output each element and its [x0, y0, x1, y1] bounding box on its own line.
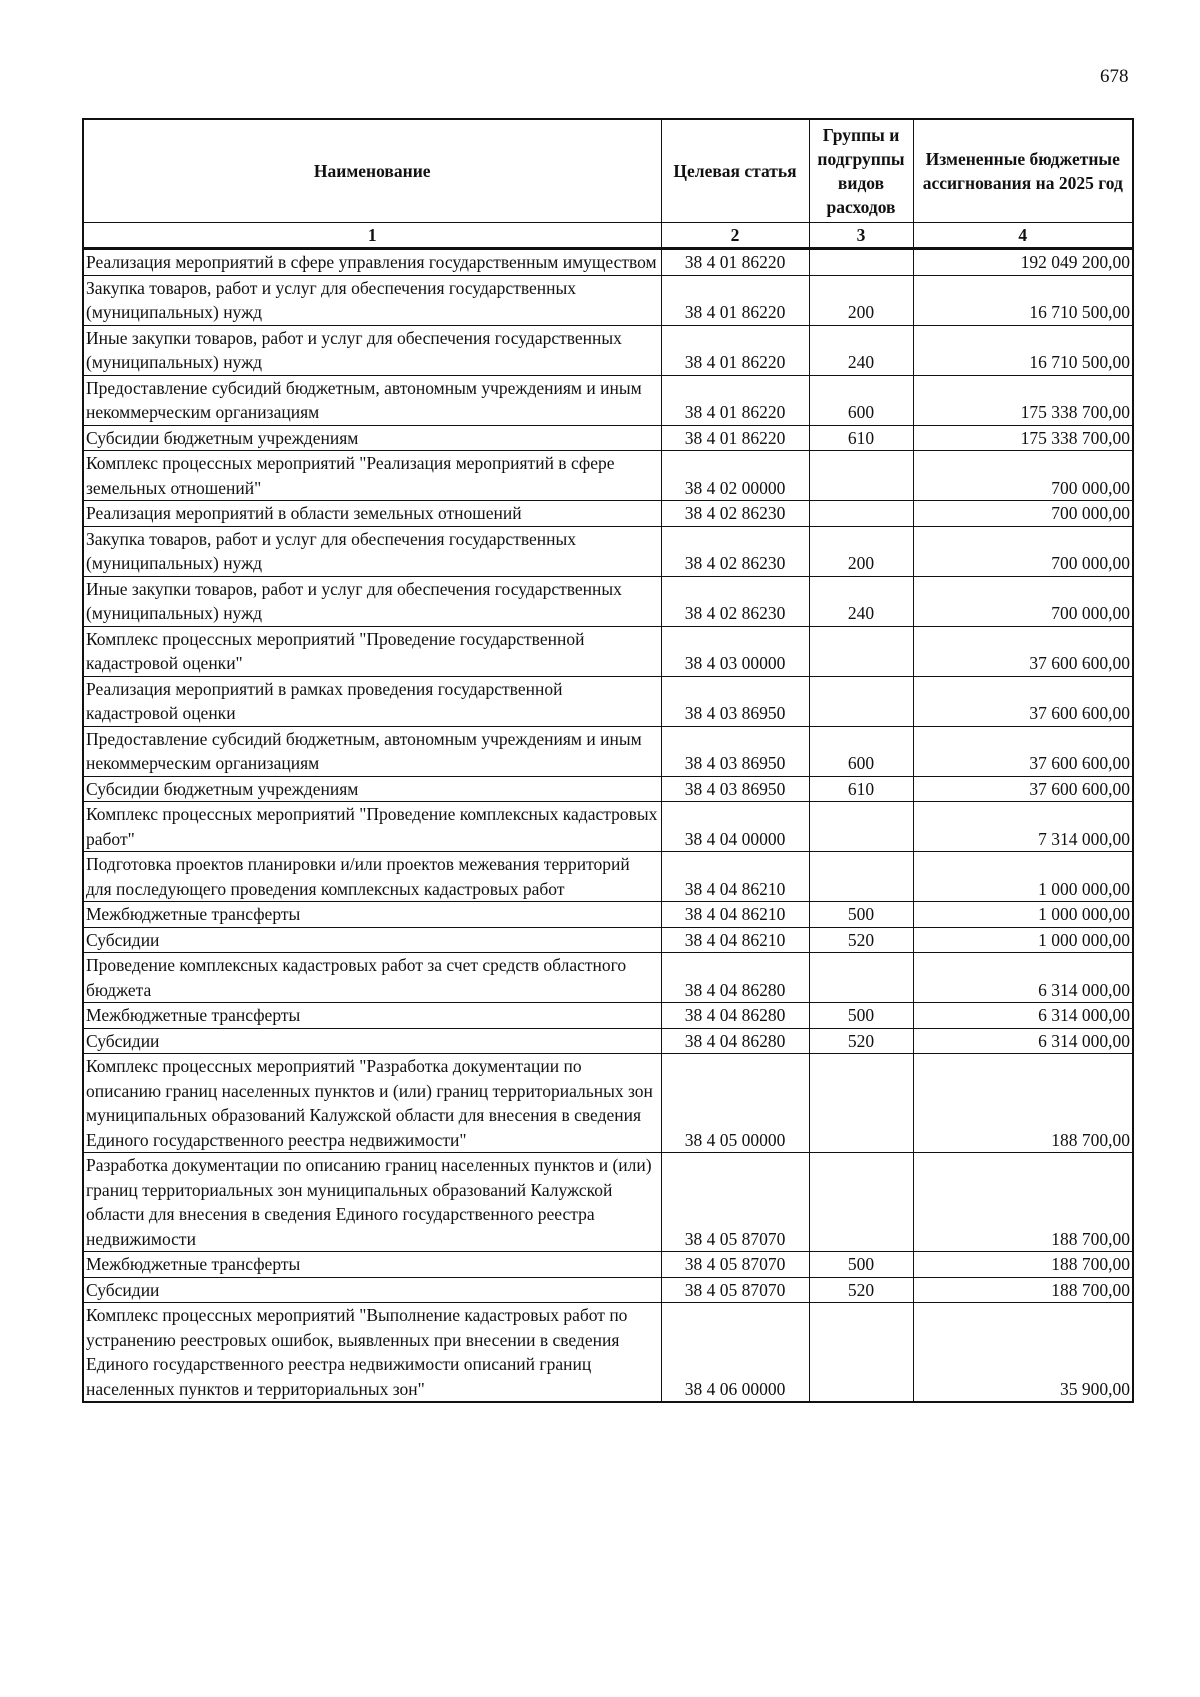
table-row — [83, 1003, 1133, 1029]
row-name: Разработка документации по описанию границ населенных пунктов и (или) границ территориальных зон муниципальных образований Калужской области для внесения в сведения Единого государственного реестра недвижимости — [83, 1153, 661, 1252]
row-group-code — [809, 451, 913, 501]
row-amount: 37 600 600,00 — [913, 776, 1133, 802]
row-amount: 175 338 700,00 — [913, 425, 1133, 451]
row-target-code: 38 4 05 00000 — [661, 1054, 809, 1153]
row-target-code: 38 4 04 86280 — [661, 1003, 809, 1029]
row-amount: 700 000,00 — [913, 501, 1133, 527]
row-name: Закупка товаров, работ и услуг для обеспечения государственных (муниципальных) нужд — [83, 275, 661, 325]
table-row — [83, 676, 1133, 726]
row-target-code: 38 4 01 86220 — [661, 275, 809, 325]
row-group-code: 240 — [809, 576, 913, 626]
table-header-row — [83, 119, 1133, 223]
row-name: Реализация мероприятий в рамках проведения государственной кадастровой оценки — [83, 676, 661, 726]
column-number: 1 — [83, 223, 661, 249]
table-row — [83, 726, 1133, 776]
row-name: Субсидии — [83, 927, 661, 953]
row-amount: 7 314 000,00 — [913, 802, 1133, 852]
row-amount: 188 700,00 — [913, 1153, 1133, 1252]
row-group-code: 200 — [809, 526, 913, 576]
table-row — [83, 852, 1133, 902]
row-group-code — [809, 1303, 913, 1403]
row-name: Комплекс процессных мероприятий "Реализация мероприятий в сфере земельных отношений" — [83, 451, 661, 501]
row-target-code: 38 4 03 86950 — [661, 726, 809, 776]
row-name: Закупка товаров, работ и услуг для обеспечения государственных (муниципальных) нужд — [83, 526, 661, 576]
row-group-code — [809, 1153, 913, 1252]
row-amount: 35 900,00 — [913, 1303, 1133, 1403]
row-amount: 700 000,00 — [913, 451, 1133, 501]
row-group-code: 500 — [809, 1003, 913, 1029]
column-number-row — [83, 223, 1133, 249]
row-amount: 1 000 000,00 — [913, 852, 1133, 902]
table-row — [83, 576, 1133, 626]
row-target-code: 38 4 01 86220 — [661, 249, 809, 276]
row-target-code: 38 4 02 86230 — [661, 501, 809, 527]
row-target-code: 38 4 03 86950 — [661, 776, 809, 802]
table-row — [83, 902, 1133, 928]
table-row — [83, 501, 1133, 527]
row-target-code: 38 4 01 86220 — [661, 325, 809, 375]
row-group-code: 200 — [809, 275, 913, 325]
row-target-code: 38 4 02 86230 — [661, 526, 809, 576]
row-group-code: 610 — [809, 776, 913, 802]
table-row — [83, 451, 1133, 501]
column-number: 3 — [809, 223, 913, 249]
header-groups: Группы и подгруппы видов расходов — [809, 119, 913, 223]
row-group-code: 500 — [809, 902, 913, 928]
row-group-code: 520 — [809, 927, 913, 953]
row-amount: 188 700,00 — [913, 1277, 1133, 1303]
row-group-code: 240 — [809, 325, 913, 375]
row-amount: 6 314 000,00 — [913, 1028, 1133, 1054]
row-group-code — [809, 676, 913, 726]
row-name: Субсидии бюджетным учреждениям — [83, 776, 661, 802]
row-name: Иные закупки товаров, работ и услуг для обеспечения государственных (муниципальных) нужд — [83, 325, 661, 375]
header-target: Целевая статья — [661, 119, 809, 223]
table-row — [83, 425, 1133, 451]
row-target-code: 38 4 03 86950 — [661, 676, 809, 726]
row-group-code: 610 — [809, 425, 913, 451]
row-group-code — [809, 953, 913, 1003]
table-row — [83, 953, 1133, 1003]
row-amount: 16 710 500,00 — [913, 325, 1133, 375]
row-group-code — [809, 1054, 913, 1153]
table-row — [83, 1028, 1133, 1054]
table-row — [83, 802, 1133, 852]
row-amount: 37 600 600,00 — [913, 626, 1133, 676]
row-name: Субсидии — [83, 1028, 661, 1054]
row-target-code: 38 4 02 86230 — [661, 576, 809, 626]
table-row — [83, 249, 1133, 276]
table-row — [83, 626, 1133, 676]
row-amount: 6 314 000,00 — [913, 1003, 1133, 1029]
row-amount: 188 700,00 — [913, 1252, 1133, 1278]
row-name: Подготовка проектов планировки и/или проектов межевания территорий для последующего проведения комплексных кадастровых работ — [83, 852, 661, 902]
row-target-code: 38 4 04 86210 — [661, 902, 809, 928]
row-group-code — [809, 249, 913, 276]
row-name: Комплекс процессных мероприятий "Проведение государственной кадастровой оценки" — [83, 626, 661, 676]
row-name: Межбюджетные трансферты — [83, 1003, 661, 1029]
column-number: 2 — [661, 223, 809, 249]
row-group-code: 520 — [809, 1277, 913, 1303]
row-amount: 700 000,00 — [913, 576, 1133, 626]
row-target-code: 38 4 04 86280 — [661, 953, 809, 1003]
row-group-code: 600 — [809, 726, 913, 776]
row-name: Предоставление субсидий бюджетным, автономным учреждениям и иным некоммерческим организациям — [83, 375, 661, 425]
row-target-code: 38 4 04 86280 — [661, 1028, 809, 1054]
header-amount: Измененные бюджетные ассигнования на 2025 год — [913, 119, 1133, 223]
row-name: Межбюджетные трансферты — [83, 902, 661, 928]
row-target-code: 38 4 06 00000 — [661, 1303, 809, 1403]
table-row — [83, 1252, 1133, 1278]
row-target-code: 38 4 05 87070 — [661, 1153, 809, 1252]
table-row — [83, 1054, 1133, 1153]
page-number: 678 — [1100, 66, 1129, 87]
table-row — [83, 1153, 1133, 1252]
row-target-code: 38 4 04 00000 — [661, 802, 809, 852]
table-row — [83, 1277, 1133, 1303]
row-group-code: 520 — [809, 1028, 913, 1054]
row-name: Комплекс процессных мероприятий "Разработка документации по описанию границ населенных пунктов и (или) границ территориальных зон муниципальных образований Калужской области для внесения в сведения Единого государственного реестра недвижимости" — [83, 1054, 661, 1153]
row-amount: 6 314 000,00 — [913, 953, 1133, 1003]
row-amount: 175 338 700,00 — [913, 375, 1133, 425]
header-name: Наименование — [83, 119, 661, 223]
row-group-code: 600 — [809, 375, 913, 425]
row-amount: 16 710 500,00 — [913, 275, 1133, 325]
table-row — [83, 325, 1133, 375]
row-amount: 1 000 000,00 — [913, 927, 1133, 953]
table-row — [83, 375, 1133, 425]
row-amount: 1 000 000,00 — [913, 902, 1133, 928]
table-body — [83, 249, 1133, 1403]
row-target-code: 38 4 05 87070 — [661, 1277, 809, 1303]
row-name: Субсидии бюджетным учреждениям — [83, 425, 661, 451]
row-name: Комплекс процессных мероприятий "Выполнение кадастровых работ по устранению реестровых ошибок, выявленных при внесении в сведения Единого государственного реестра недвижимости описаний границ населенных пунктов и территориальных зон" — [83, 1303, 661, 1403]
row-target-code: 38 4 01 86220 — [661, 425, 809, 451]
row-name: Реализация мероприятий в сфере управления государственным имуществом — [83, 249, 661, 276]
row-amount: 700 000,00 — [913, 526, 1133, 576]
table-row — [83, 526, 1133, 576]
table-row — [83, 927, 1133, 953]
row-amount: 37 600 600,00 — [913, 726, 1133, 776]
row-target-code: 38 4 05 87070 — [661, 1252, 809, 1278]
row-target-code: 38 4 02 00000 — [661, 451, 809, 501]
row-target-code: 38 4 04 86210 — [661, 927, 809, 953]
row-name: Предоставление субсидий бюджетным, автономным учреждениям и иным некоммерческим организациям — [83, 726, 661, 776]
row-name: Проведение комплексных кадастровых работ за счет средств областного бюджета — [83, 953, 661, 1003]
row-name: Субсидии — [83, 1277, 661, 1303]
row-amount: 192 049 200,00 — [913, 249, 1133, 276]
row-target-code: 38 4 04 86210 — [661, 852, 809, 902]
row-group-code — [809, 626, 913, 676]
table-row — [83, 275, 1133, 325]
table-row — [83, 1303, 1133, 1403]
row-amount: 188 700,00 — [913, 1054, 1133, 1153]
row-target-code: 38 4 01 86220 — [661, 375, 809, 425]
row-name: Реализация мероприятий в области земельных отношений — [83, 501, 661, 527]
row-name: Иные закупки товаров, работ и услуг для обеспечения государственных (муниципальных) нужд — [83, 576, 661, 626]
column-number: 4 — [913, 223, 1133, 249]
row-name: Комплекс процессных мероприятий "Проведение комплексных кадастровых работ" — [83, 802, 661, 852]
row-amount: 37 600 600,00 — [913, 676, 1133, 726]
row-group-code — [809, 501, 913, 527]
row-name: Межбюджетные трансферты — [83, 1252, 661, 1278]
row-group-code — [809, 852, 913, 902]
row-target-code: 38 4 03 00000 — [661, 626, 809, 676]
row-group-code: 500 — [809, 1252, 913, 1278]
row-group-code — [809, 802, 913, 852]
budget-table — [82, 118, 1134, 1403]
table-row — [83, 776, 1133, 802]
